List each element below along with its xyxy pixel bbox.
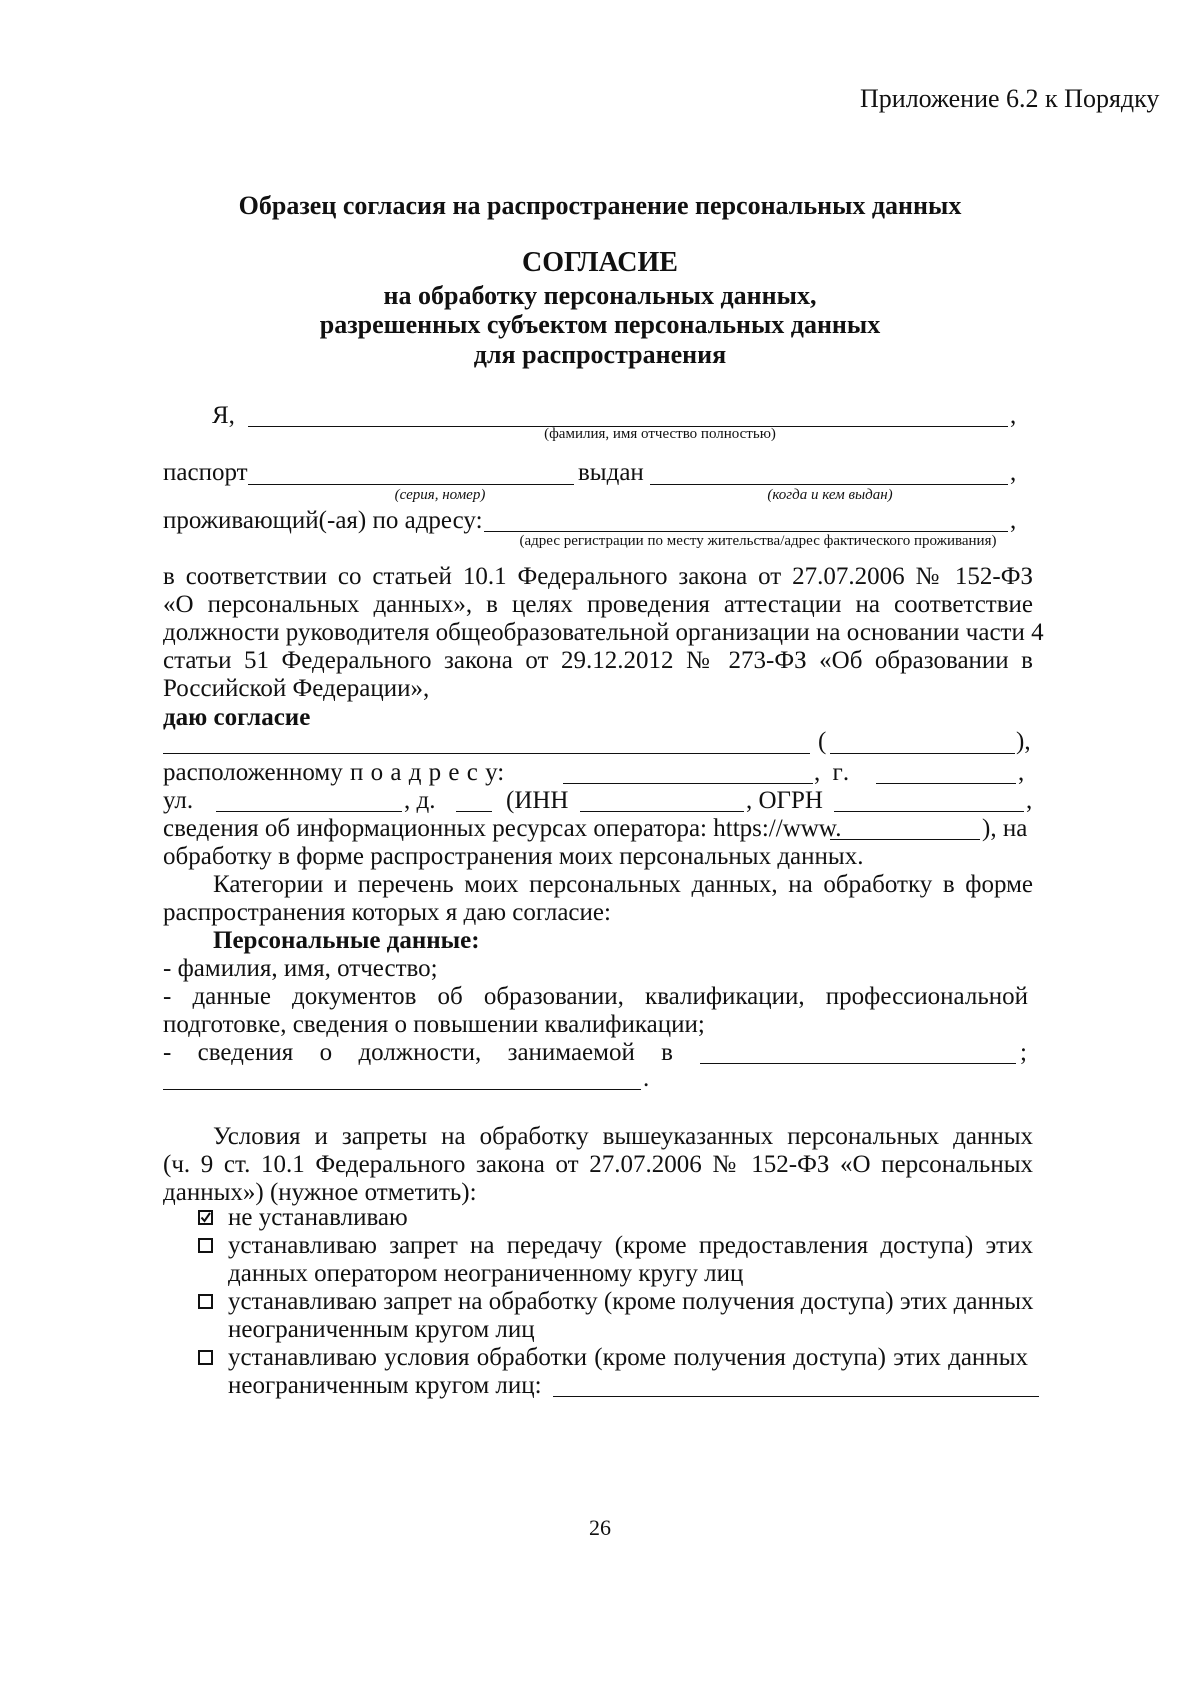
- inn-line[interactable]: [580, 811, 744, 812]
- paren-close: ),: [1016, 728, 1031, 755]
- conditions-line[interactable]: [553, 1396, 1039, 1397]
- fio-caption: (фамилия, имя отчество полностью): [544, 426, 776, 442]
- operator-address-line[interactable]: [563, 783, 813, 784]
- option-label: устанавливаю условия обработки (кроме получения доступа) этих данных: [228, 1344, 1028, 1371]
- conditions-intro-line: Условия и запреты на обработку вышеуказанных персональных данных: [213, 1123, 1033, 1150]
- option-label: устанавливаю запрет на обработку (кроме получения доступа) этих данных: [228, 1288, 1034, 1315]
- ogrn-comma: ,: [1026, 787, 1033, 814]
- category-item-education-cont: подготовке, сведения о повышении квалификации;: [163, 1011, 705, 1038]
- paragraph-line: «О персональных данных», в целях проведения аттестации на соответствие: [163, 591, 1033, 618]
- city-line[interactable]: [876, 783, 1016, 784]
- city-separator: , г.: [814, 759, 853, 786]
- position-line[interactable]: [700, 1063, 1016, 1064]
- fio-comma: ,: [1010, 402, 1017, 429]
- checkbox-ban-transfer[interactable]: [198, 1238, 213, 1253]
- street-line[interactable]: [216, 811, 402, 812]
- street-label: ул.: [163, 787, 194, 814]
- paragraph-line: в соответствии со статьей 10.1 Федерального закона от 27.07.2006 № 152-ФЗ: [163, 563, 1033, 590]
- conditions-intro-line: (ч. 9 ст. 10.1 Федерального закона от 27.07.2006 № 152-ФЗ «О персональных: [163, 1151, 1033, 1178]
- paren-open: (: [818, 728, 827, 755]
- checkbox-no-conditions[interactable]: [198, 1210, 213, 1225]
- address-comma: ,: [1010, 507, 1017, 534]
- issued-comma: ,: [1010, 459, 1017, 486]
- operator-short-name-line[interactable]: [830, 753, 1015, 754]
- label-passport: паспорт: [163, 459, 248, 486]
- organization-line[interactable]: [163, 1089, 641, 1090]
- option-label-cont: неограниченным кругом лиц:: [228, 1372, 542, 1399]
- page-number: 26: [589, 1515, 611, 1540]
- category-item-fio: - фамилия, имя, отчество;: [163, 955, 438, 982]
- processing-line: обработку в форме распространения моих персональных данных.: [163, 843, 864, 870]
- consent-heading: СОГЛАСИЕ: [522, 247, 678, 278]
- conditions-intro-line: данных») (нужное отметить):: [163, 1179, 477, 1206]
- issued-by-line[interactable]: [650, 484, 1008, 485]
- position-semicolon: ;: [1020, 1039, 1027, 1066]
- heading-line-3: для распространения: [473, 340, 727, 369]
- checkbox-ban-processing[interactable]: [198, 1294, 213, 1309]
- categories-intro-line: Категории и перечень моих персональных данных, на обработку в форме: [213, 871, 1033, 898]
- categories-intro-line: распространения которых я даю согласие:: [163, 899, 611, 926]
- option-label: не устанавливаю: [228, 1204, 408, 1231]
- personal-data-heading: Персональные данные:: [213, 927, 480, 954]
- option-label: устанавливаю запрет на передачу (кроме предоставления доступа) этих: [228, 1232, 1033, 1259]
- inn-label: (ИНН: [506, 787, 569, 814]
- checkmark-icon: [200, 1212, 211, 1223]
- paragraph-line: Российской Федерации»,: [163, 675, 430, 702]
- address-caption: (адрес регистрации по месту жительства/адрес фактического проживания): [519, 533, 997, 549]
- city-comma: ,: [1018, 759, 1025, 786]
- heading-line-2: разрешенных субъектом персональных данных: [319, 310, 881, 339]
- option-label-cont: неограниченным кругом лиц: [228, 1316, 535, 1343]
- resources-label: сведения об информационных ресурсах оператора: https://www.: [163, 815, 842, 842]
- operator-name-line[interactable]: [163, 753, 810, 754]
- category-item-education: - данные документов об образовании, квалификации, профессиональной: [163, 983, 1028, 1010]
- website-line[interactable]: [830, 839, 980, 840]
- house-line[interactable]: [456, 811, 492, 812]
- label-residing: проживающий(-ая) по адресу:: [163, 507, 483, 534]
- organization-period: .: [643, 1065, 650, 1092]
- paragraph-line: статьи 51 Федерального закона от 29.12.2012 № 273-ФЗ «Об образовании в: [163, 647, 1033, 674]
- ogrn-label: , ОГРН: [746, 787, 823, 814]
- category-item-position: - сведения о должности, занимаемой в: [163, 1039, 673, 1066]
- heading-line-1: на обработку персональных данных,: [383, 281, 817, 310]
- operator-address-label: расположенному п о а д р е с у:: [163, 759, 505, 786]
- resources-end: ), на: [982, 815, 1028, 842]
- paragraph-line: должности руководителя общеобразовательной организации на основании части 4: [163, 619, 1044, 646]
- house-label: , д.: [404, 787, 436, 814]
- label-ya: Я,: [212, 402, 235, 429]
- label-issued: выдан: [578, 459, 644, 486]
- passport-number-line[interactable]: [248, 484, 574, 485]
- sample-title: Образец согласия на распространение персональных данных: [238, 191, 962, 220]
- checkbox-set-conditions[interactable]: [198, 1350, 213, 1365]
- series-caption: (серия, номер): [394, 487, 486, 503]
- consent-label: даю согласие: [163, 704, 311, 731]
- option-label-cont: данных оператором неограниченному кругу лиц: [228, 1260, 744, 1287]
- issued-caption: (когда и кем выдан): [767, 487, 893, 503]
- appendix-note: Приложение 6.2 к Порядку: [860, 84, 1160, 113]
- ogrn-line[interactable]: [834, 811, 1024, 812]
